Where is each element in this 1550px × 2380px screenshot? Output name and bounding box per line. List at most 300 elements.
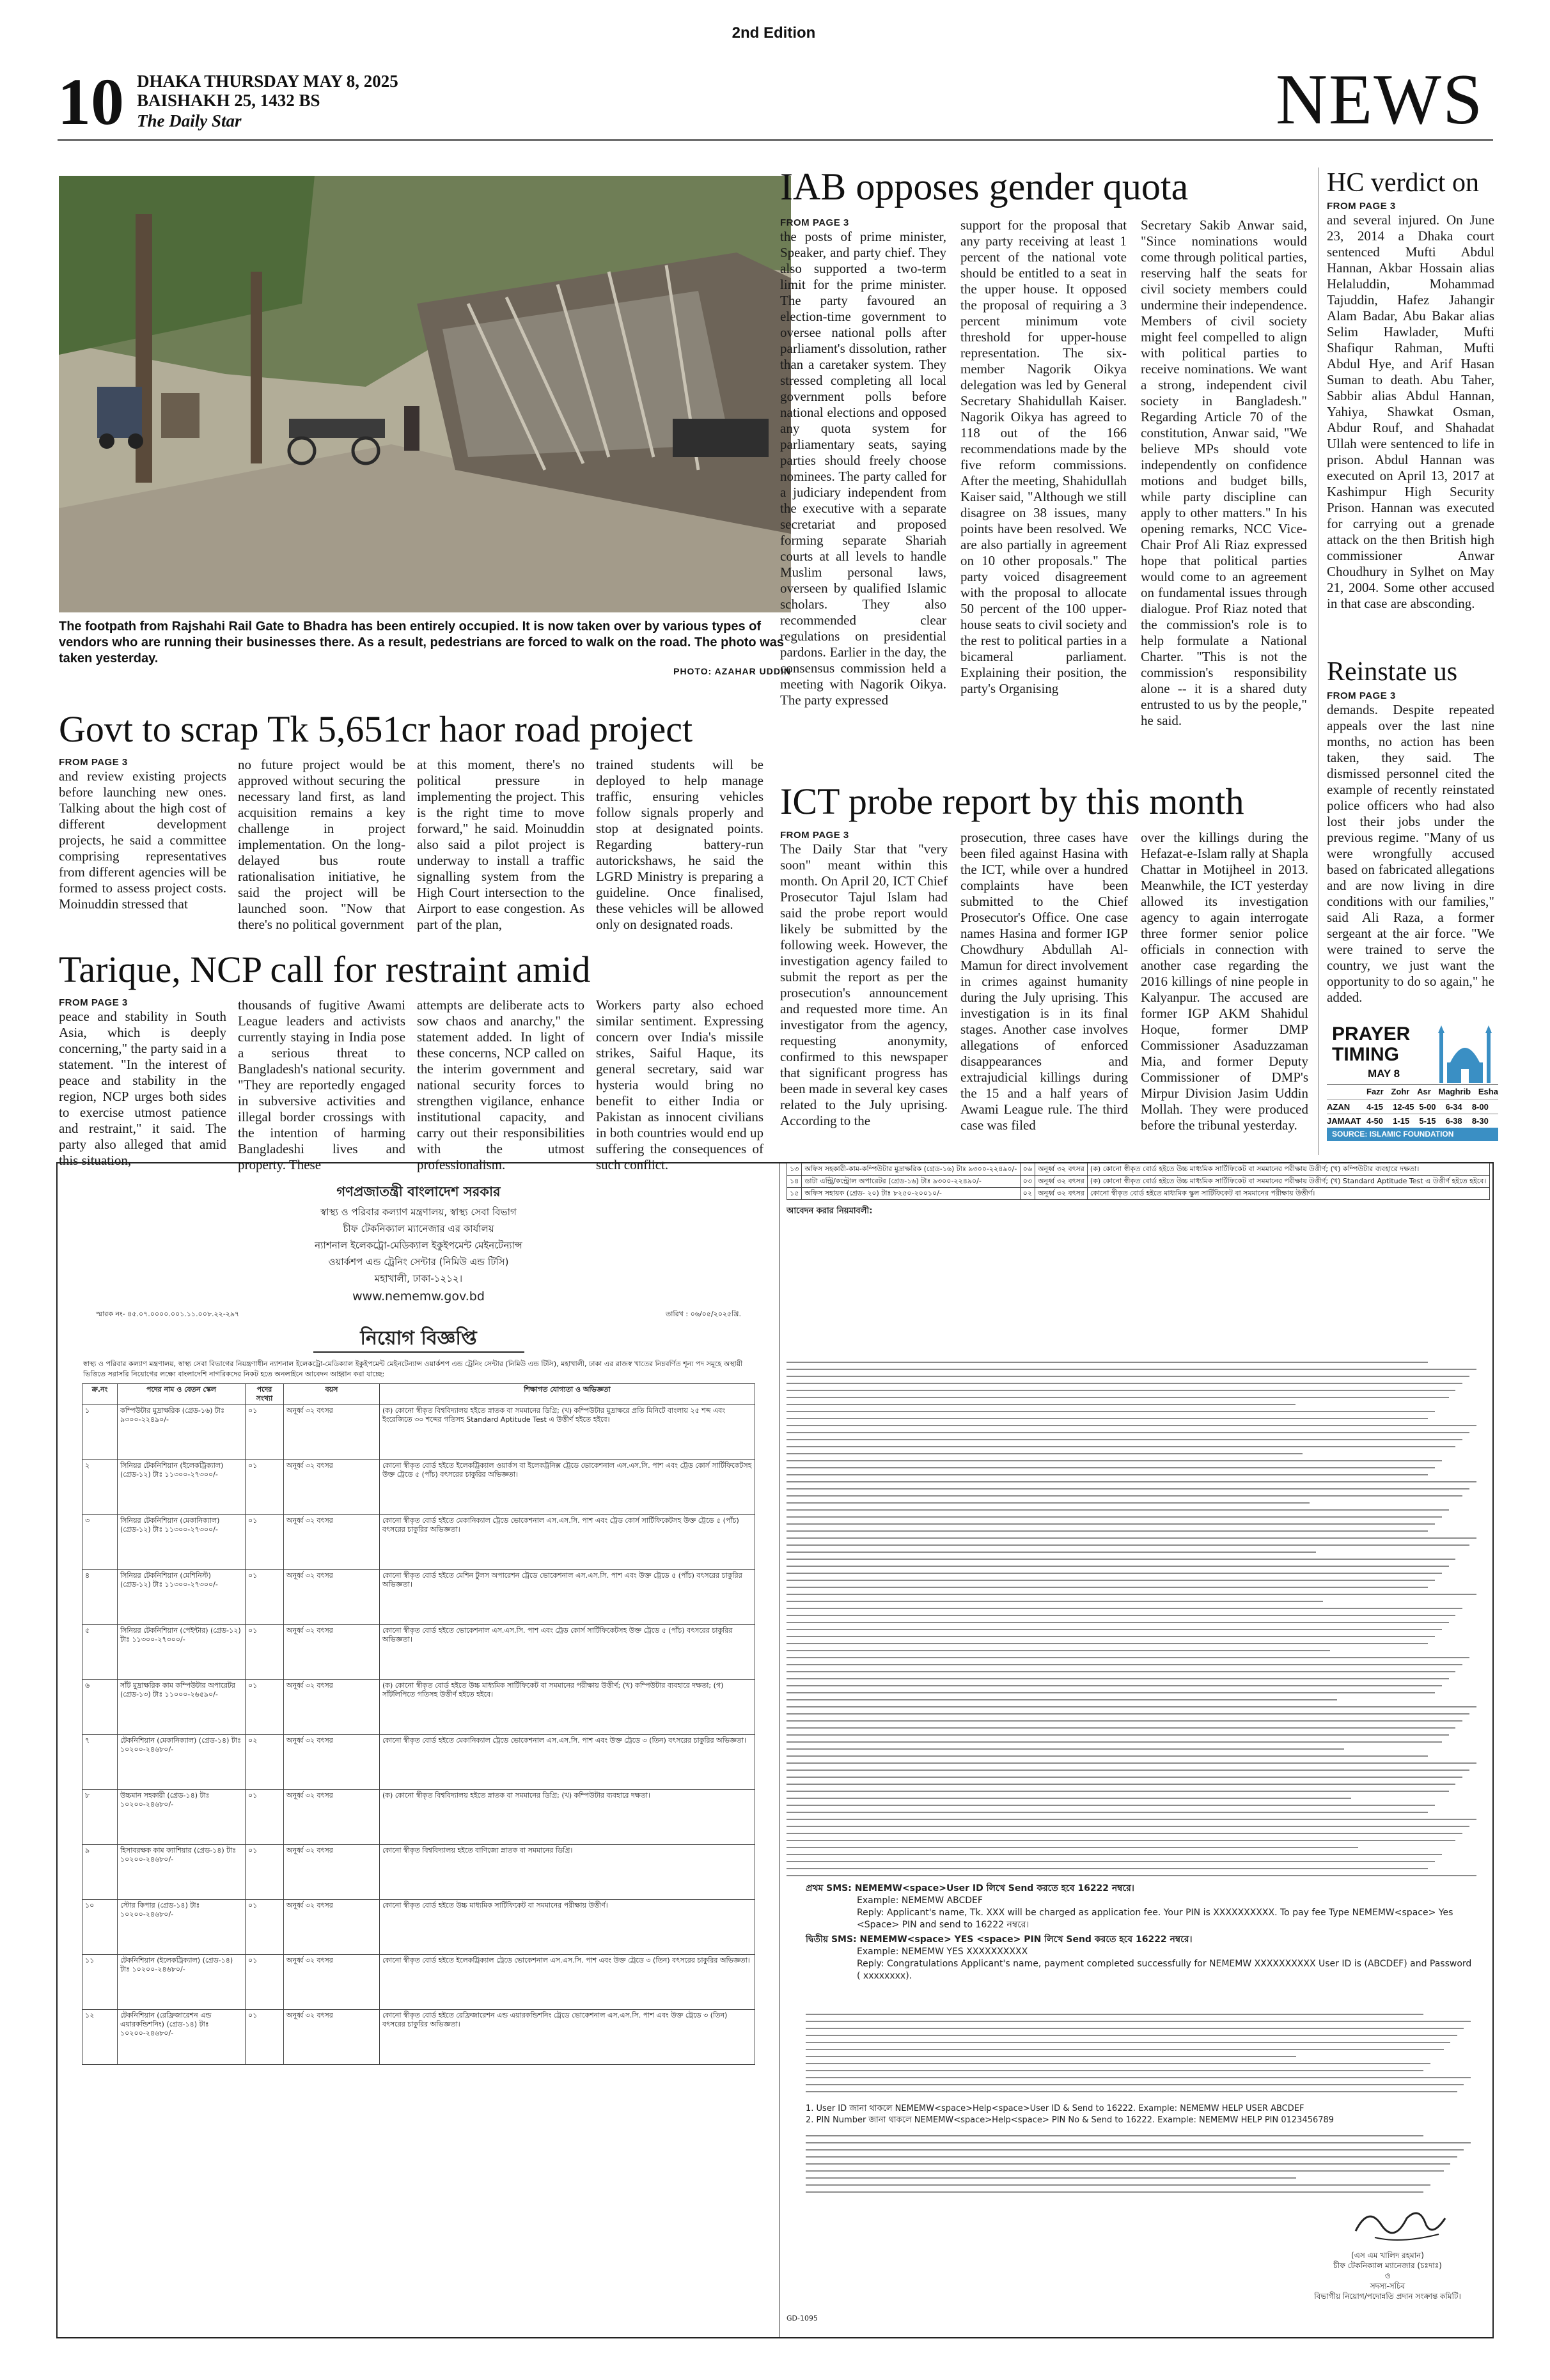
table-cell-qual: কোনো স্বীকৃত বোর্ড হইতে ভোকেশনাল এস.এস.সি. পাশ এবং ট্রেড কোর্স সার্টিফিকেটসহ উক্ত ট্রেডে ৫ (পাঁচ) বৎসরের চাকুরির অভিজ্ঞতা। xyxy=(380,1625,755,1680)
fine-print-line xyxy=(806,2014,1423,2015)
table-cell-age: অনূর্ধ্ব ৩২ বৎসর xyxy=(284,1790,380,1845)
prayer-time: 4-15 xyxy=(1366,1102,1384,1112)
fine-print-line xyxy=(787,1552,1316,1553)
fine-print-line xyxy=(787,1840,1455,1841)
ad-sms-instructions xyxy=(806,1883,1477,1982)
fine-print-line xyxy=(787,1791,1449,1792)
table-row xyxy=(82,2010,755,2065)
prayer-header-zohr: Zohr xyxy=(1391,1087,1410,1096)
table-cell-post: স্টোর কিপার (গ্রেড-১৪) টাঃ ১০২০০-২৪৬৮০/- xyxy=(118,1900,246,1955)
help-pin: 2. PIN Number জানা থাকলে NEMEMW<space>Help<space> PIN No & Send to 16222. Example: NEMEMW HELP PIN 0123456789 xyxy=(806,2115,1335,2125)
prayer-time: 5-00 xyxy=(1419,1102,1436,1112)
table-cell-qual: কোনো স্বীকৃত বোর্ড হইতে উচ্চ মাধ্যমিক সার্টিফিকেট বা সমমানের পরীক্ষায় উত্তীর্ণ। xyxy=(380,1900,755,1955)
table-cell-post: ডাটা এন্ট্রি/কন্ট্রোল অপারেটর (গ্রেড-১৬) টাঃ ৯৩০০-২২৪৯০/- xyxy=(802,1176,1020,1188)
haor-body-2: no future project would be approved without securing the necessary land first, as land acquisition remains a key challenge in project implementation. On the long-delayed bus route rationalisation initiative, he said the project will be launched soon. "Now that there's no political government xyxy=(238,757,405,932)
fine-print-line xyxy=(787,1755,1428,1757)
table-cell-age: অনূর্ধ্ব ৩২ বৎসর xyxy=(284,1955,380,2010)
fine-print-line xyxy=(787,1720,1462,1722)
table-cell-age: অনূর্ধ্ব ৩২ বৎসর xyxy=(284,1845,380,1900)
table-cell-no: ৩ xyxy=(82,1515,118,1570)
signature-title-2: ও xyxy=(1384,2271,1391,2280)
table-cell-no: ১০ xyxy=(82,1900,118,1955)
fine-print-line xyxy=(806,2063,1430,2064)
fine-print-line xyxy=(787,1404,1296,1405)
fine-print-line xyxy=(787,1509,1449,1511)
dateline: DHAKA THURSDAY MAY 8, 2025 xyxy=(137,72,398,91)
table-cell-no: ১২ xyxy=(82,2010,118,2065)
signature-name: (এস এম খালিদ রহমান) xyxy=(1351,2251,1424,2260)
signature-image xyxy=(1349,2199,1452,2250)
fine-print-line xyxy=(787,1664,1462,1665)
fine-print-line xyxy=(787,1523,1435,1525)
fine-print-line xyxy=(787,1467,1435,1468)
table-cell-qual: কোনো স্বীকৃত বোর্ড হইতে মাধ্যমিক স্কুল সার্টিফিকেট বা সমমানের পরীক্ষায় উত্তীর্ণ। xyxy=(1087,1188,1489,1200)
fine-print-line xyxy=(806,2149,1464,2151)
fine-print-line xyxy=(787,1769,1469,1771)
table-row xyxy=(82,1405,755,1460)
fine-print-line xyxy=(787,1474,1428,1475)
fine-print-line xyxy=(787,1875,1476,1876)
table-row xyxy=(82,1625,755,1680)
table-cell-count: ০১ xyxy=(246,1515,284,1570)
fine-print-line xyxy=(787,1826,1469,1827)
fine-print-line xyxy=(787,1868,1428,1869)
tarique-body-3: attempts are deliberate acts to sow chaos and anarchy," the statement added. In light of these concerns, NCP called on the interim government and national security forces to strengthen vigilance, enhance institutional capacity, and carry out their responsibilities with the utmost professionalism. xyxy=(417,997,584,1172)
tarique-col3 xyxy=(417,997,584,1172)
table-cell-age: অনূর্ধ্ব ৩২ বৎসর xyxy=(284,2010,380,2065)
table-cell-count: ০২ xyxy=(246,1735,284,1790)
reinstate-body: demands. Despite repeated appeals over the last nine months, no action has been taken, they said. The dismissed personnel cited the example of recently reinstated police officers who had also lost their jobs under the previous regime. "Many of us were wrongfully accused based on fabricated allegations and are now living in dire conditions with our families," said Ali Raza, a former sergeant at the air force. "We were trained to serve the country, we just want the opportunity to do so again," he added. xyxy=(1327,702,1494,1005)
section-title: NEWS xyxy=(1276,60,1484,139)
table-cell-post: অফিস সহকারী-কাম-কম্পিউটার মুদ্রাক্ষরিক (গ্রেড-১৬) টাঃ ৯৩০০-২২৪৯০/- xyxy=(802,1163,1020,1176)
table-cell-qual: কোনো স্বীকৃত বোর্ড হইতে ইলেকট্রিক্যাল ট্রেডে ভোকেশনাল এস.এস.সি. পাশ এবং উক্ত ট্রেডে ৩ (তিন) বৎসরের চাকুরির অভিজ্ঞতা। xyxy=(380,1955,755,2010)
fine-print-line xyxy=(787,1453,1303,1454)
fine-print-line xyxy=(787,1861,1435,1862)
table-cell-qual: (ক) কোনো স্বীকৃত বোর্ড হইতে উচ্চ মাধ্যমিক সার্টিফিকেট বা সমমানের পরীক্ষায় উত্তীর্ণ; (খ) Standard Aptitude Test এ উত্তীর্ণ হইতে হইবে। xyxy=(1087,1176,1489,1188)
tarique-col2 xyxy=(238,997,405,1172)
table-cell-no: ১ xyxy=(82,1405,118,1460)
fine-print-line xyxy=(787,1798,1351,1799)
haor-col4 xyxy=(596,757,763,936)
table-cell-qual: (ক) কোনো স্বীকৃত বিশ্ববিদ্যালয় হইতে স্নাতক বা সমমানের ডিগ্রি; (খ) কম্পিউটার মুদ্রাক্ষরে প্রতি মিনিটে বাংলায় ২৫ শব্দ এবং ইংরেজিতে ৩০ শব্দের গতিসহ Standard Aptitude Test এ উত্তীর্ণ হইতে হইবে। xyxy=(380,1405,755,1460)
ad-right-panel xyxy=(787,1163,1490,2337)
table-cell-age: অনূর্ধ্ব ৩২ বৎসর xyxy=(284,1515,380,1570)
table-row xyxy=(82,1790,755,1845)
fine-print-line xyxy=(787,1643,1428,1644)
prayer-row-label: JAMAAT xyxy=(1327,1116,1361,1126)
table-cell-post: উচ্চমান সহকারী (গ্রেড-১৪) টাঃ ১০২০০-২৪৬৮০/- xyxy=(118,1790,246,1845)
ad-government: গণপ্রজাতন্ত্রী বাংলাদেশ সরকার xyxy=(336,1184,501,1199)
prayer-title-1: PRAYER xyxy=(1332,1023,1411,1045)
hc-body: and several injured. On June 23, 2014 a Dhaka court sentenced Mufti Abdul Hannan, Akbar Hossain alias Helaluddin, Mohammad Tajuddin, Hafez Jahangir Alam Badar, Abu Bakar alias Selim Hawlader, Mufti Shafiqur Rahman, Mufti Abdul Hye, and Arif Hasan Suman to death. Abu Taher, Sabbir alias Abdul Hannan, Yahiya, Shawkat Osman, Abdur Rouf, and Shahadat Ullah were sentenced to life in prison. Abdul Hannan was executed on April 13, 2017 at Kashimpur High Security Prison. Hannan was executed for carrying out a grenade attack on the then British high commissioner Anwar Choudhury in Sylhet on May 21, 2004. Some other accused in that case are absconding. xyxy=(1327,212,1494,611)
table-cell-post: সিনিয়র টেকনিশিয়ান (মেকানিক্যাল) (গ্রেড-১২) টাঃ ১১৩০০-২৭৩০০/- xyxy=(118,1515,246,1570)
fine-print-line xyxy=(787,1847,1358,1848)
fine-print-line xyxy=(787,1762,1476,1764)
photo-credit: PHOTO: AZAHAR UDDIN xyxy=(673,666,791,676)
table-cell-count: ০২ xyxy=(1020,1188,1035,1200)
fine-print-line xyxy=(787,1573,1442,1574)
fine-print-line xyxy=(787,1734,1449,1736)
fine-print-line xyxy=(787,1390,1455,1391)
fine-print-line xyxy=(806,2077,1471,2078)
help-user-id: 1. User ID জানা থাকলে NEMEMW<space>Help<space>User ID & Send to 16222. Example: NEMEMW HELP USER ABCDEF xyxy=(806,2104,1304,2113)
table-cell-no: ১১ xyxy=(82,1955,118,2010)
ad-code: GD-1095 xyxy=(787,2314,818,2322)
prayer-row-label: AZAN xyxy=(1327,1102,1350,1112)
ad-date: তারিখ : ০৬/০৫/২০২৫খ্রি. xyxy=(666,1310,741,1318)
fine-print-line xyxy=(787,1439,1462,1440)
fine-print-line xyxy=(806,2142,1471,2143)
fine-print-line xyxy=(787,1713,1469,1715)
prayer-timing-box xyxy=(1327,1022,1498,1141)
ad-memo-number: স্মারক নং- ৪৫.০৭.০০০০.০০১.১১.০০৮.২২-২৯৭ xyxy=(96,1310,240,1318)
signature-title-4: বিভাগীয় নিয়োগ/পদোন্নতি প্রদান সংক্রান্ত কমিটি। xyxy=(1314,2292,1461,2301)
fine-print-line xyxy=(787,1432,1469,1433)
haor-body-1: and review existing projects before launching new ones. Talking about the high cost of different development projects, he said a committee comprising representatives from different agencies will be formed to assess project costs. Moinuddin stressed that xyxy=(59,768,226,912)
tarique-body-1: peace and stability in South Asia, which is deeply concerning," the party said in a statement. "In the interest of peace and stability in the region, NCP urges both sides to exercise utmost patience and restraint," it said. The party also alleged that amid this situation, xyxy=(59,1009,226,1168)
table-cell-post: অফিস সহায়ক (গ্রেড- ২০) টাঃ ৮২৫০-২০০১০/- xyxy=(802,1188,1020,1200)
fine-print-line xyxy=(787,1594,1476,1595)
sms2-reply: Reply: Congratulations Applicant's name, payment completed successfully for NEMEMW XXXXXXXXXX User ID is (ABCDEF) and Password ( xxxxxxxx). xyxy=(857,1959,1472,1981)
fine-print-line xyxy=(806,2191,1423,2193)
fine-print-line xyxy=(787,1481,1476,1482)
fine-print-line xyxy=(787,1446,1455,1447)
fine-print-line xyxy=(806,2135,1423,2136)
sms-example: Example: NEMEMW ABCDEF xyxy=(857,1895,983,1906)
tarique-body-4: Workers party also echoed similar sentiment. Expressing concern over India's missile strikes, Saiful Haque, its general secretary, said war hysteria would bring no benefit to either India or Pakistan as innocent civilians in both countries would end up suffering the consequences of such conflict. xyxy=(596,997,763,1172)
fine-print-line xyxy=(787,1587,1428,1588)
news-photo xyxy=(59,176,791,612)
fine-print-line xyxy=(806,2070,1423,2071)
haor-from-page: FROM PAGE 3 xyxy=(59,757,128,768)
prayer-title-2: TIMING xyxy=(1332,1044,1399,1065)
iab-from-page: FROM PAGE 3 xyxy=(780,217,849,228)
fine-print-line xyxy=(787,1671,1455,1672)
headline-haor: Govt to scrap Tk 5,651cr haor road project xyxy=(59,708,693,750)
iab-col3 xyxy=(1141,217,1307,793)
table-cell-post: সাঁট মুদ্রাক্ষরিক কাম কম্পিউটার অপারেটর (গ্রেড-১৩) টাঃ ১১০০০-২৬৫৯০/- xyxy=(118,1680,246,1735)
table-cell-age: অনূর্ধ্ব ৩২ বৎসর xyxy=(1035,1188,1088,1200)
fine-print-line xyxy=(787,1777,1462,1778)
fine-print-line xyxy=(806,2084,1464,2085)
fine-print-line xyxy=(787,1784,1455,1785)
table-cell-no: ১৩ xyxy=(787,1163,802,1176)
prayer-time: 12-45 xyxy=(1393,1102,1414,1112)
fine-print-line xyxy=(787,1699,1337,1700)
table-cell-count: ০১ xyxy=(246,1405,284,1460)
prayer-row-azan xyxy=(1327,1100,1498,1112)
table-cell-post: সিনিয়র টেকনিশিয়ান (মেশিনিস্ট) (গ্রেড-১২) টাঃ ১১৩০০-২৭৩০০/- xyxy=(118,1570,246,1625)
headline-tarique: Tarique, NCP call for restraint amid xyxy=(59,949,591,990)
fine-print-line xyxy=(787,1383,1462,1384)
table-row xyxy=(82,1900,755,1955)
fine-print-line xyxy=(787,1397,1449,1398)
table-cell-no: ৮ xyxy=(82,1790,118,1845)
fine-print-line xyxy=(787,1369,1476,1370)
ad-website[interactable]: www.nememw.gov.bd xyxy=(352,1289,485,1303)
prayer-time: 8-30 xyxy=(1471,1116,1489,1126)
table-cell-post: টেকনিশিয়ান (ইলেকট্রিক্যাল) (গ্রেড-১৪) টাঃ ১০২০০-২৪৬৮০/- xyxy=(118,1955,246,2010)
haor-col2 xyxy=(238,757,405,936)
ad-conditions-title: আবেদন করার নিয়মাবলী: xyxy=(787,1206,873,1216)
haor-body-3: at this moment, there's no political pressure in implementing the project. This is the right time to move forward," he said. Moinuddin also said a pilot project is underway to install a traffic signalling system from the High Court intersection to the Airport to ease congestion. As part of the plan, xyxy=(417,757,584,932)
table-cell-qual: (ক) কোনো স্বীকৃত বিশ্ববিদ্যালয় হইতে স্নাতক বা সমমানের ডিগ্রি; (খ) কম্পিউটার ব্যবহারে দক্ষতা। xyxy=(380,1790,755,1845)
ad-posts-table-wrap xyxy=(58,1383,779,2065)
table-cell-no: ২ xyxy=(82,1460,118,1515)
table-cell-age: অনূর্ধ্ব ৩২ বৎসর xyxy=(284,1735,380,1790)
fine-print-line xyxy=(806,2035,1457,2036)
table-cell-post: টেকনিশিয়ান (রেফ্রিজারেশন এন্ড এয়ারকন্ডিশনিং) (গ্রেড-১৪) টাঃ ১০২০০-২৪৬৮০/- xyxy=(118,2010,246,2065)
iab-col1 xyxy=(780,217,946,793)
fine-print-line xyxy=(787,1622,1449,1623)
fine-print-line xyxy=(787,1706,1476,1707)
ad-office: চীফ টেকনিক্যাল ম্যানেজার এর কার্যালয় xyxy=(343,1223,494,1234)
table-cell-age: অনূর্ধ্ব ৩২ বৎসর xyxy=(1035,1163,1088,1176)
headline-reinstate: Reinstate us xyxy=(1327,657,1458,687)
table-row xyxy=(82,1460,755,1515)
fine-print-line xyxy=(787,1805,1435,1806)
sms2-example: Example: NEMEMW YES XXXXXXXXXX xyxy=(857,1947,1028,1957)
table-row xyxy=(82,1515,755,1570)
table-cell-age: অনূর্ধ্ব ৩২ বৎসর xyxy=(1035,1176,1088,1188)
fine-print-line xyxy=(787,1460,1442,1461)
fine-print-line xyxy=(787,1411,1435,1412)
ad-address: মহাখালী, ঢাকা-১২১২। xyxy=(374,1273,463,1284)
prayer-time: 8-00 xyxy=(1471,1102,1489,1112)
ict-col2 xyxy=(960,830,1128,1149)
table-cell-age: অনূর্ধ্ব ৩২ বৎসর xyxy=(284,1625,380,1680)
table-cell-age: অনূর্ধ্ব ৩২ বৎসর xyxy=(284,1460,380,1515)
prayer-time: 6-34 xyxy=(1445,1102,1462,1112)
table-cell-qual: কোনো স্বীকৃত বোর্ড হইতে মেকানিক্যাল ট্রেডে ভোকেশনাল এস.এস.সি. পাশ এবং উক্ত ট্রেডে ৩ (তিন) বৎসরের চাকুরির অভিজ্ঞতা। xyxy=(380,1735,755,1790)
table-row xyxy=(787,1163,1490,1176)
iab-body-1: the posts of prime minister, Speaker, and party chief. They also supported a two-term limit for the prime minister. The party favoured an election-time government to oversee national polls after parliament's dissolution, rather than a caretaker system. They stressed completing all local government polls before national elections and opposed any quota system for parliamentary seats, saying parties should freely choose nominees. The party called for a judiciary independent from the executive with a separate secretariat and proposed forming separate Shariah courts at all levels to handle Muslim personal laws, overseen by qualified Islamic scholars. They also recommended clear regulations on presidential pardons. Earlier in the day, the consensus commission held a meeting with Nagorik Oikya. The party expressed xyxy=(780,229,946,708)
fine-print-line xyxy=(787,1488,1469,1489)
photo-caption: The footpath from Rajshahi Rail Gate to Bhadra has been entirely occupied. It is now taken over by various types of vendors who are running their businesses there. As a result, pedestrians are forced to walk on the road. The photo was taken yesterday. xyxy=(59,619,784,665)
fine-print-line xyxy=(787,1418,1428,1419)
tarique-from-page: FROM PAGE 3 xyxy=(59,997,128,1008)
table-cell-qual: কোনো স্বীকৃত বোর্ড হইতে মেশিন টুলস অপারেশন ট্রেডে ভোকেশনাল এস.এস.সি. পাশ এবং উক্ত ট্রেডে ৫ (পাঁচ) বৎসরের চাকুরির অভিজ্ঞতা। xyxy=(380,1570,755,1625)
fine-print-line xyxy=(787,1636,1435,1637)
fine-print-line xyxy=(787,1615,1455,1616)
signature-title-3: সদস্য-সচিব xyxy=(1370,2282,1405,2291)
prayer-header-fazr: Fazr xyxy=(1366,1087,1384,1096)
prayer-source: SOURCE: ISLAMIC FOUNDATION xyxy=(1327,1128,1498,1141)
table-cell-post: হিসাবরক্ষক কাম ক্যাশিয়ার (গ্রেড-১৪) টাঃ ১০২০০-২৪৬৮০/- xyxy=(118,1845,246,1900)
fine-print-line xyxy=(787,1544,1469,1546)
fine-print-line xyxy=(806,2021,1471,2022)
table-header: ক্র.নং xyxy=(82,1384,118,1405)
mosque-icon xyxy=(1436,1025,1494,1083)
haor-col3 xyxy=(417,757,584,936)
fine-print-line xyxy=(787,1516,1442,1518)
headline-iab: IAB opposes gender quota xyxy=(780,166,1189,208)
ad-help xyxy=(806,2103,1477,2126)
fine-print-line xyxy=(787,1608,1462,1609)
ict-body-2: prosecution, three cases have been filed against Hasina with the ICT, while over a hundred complaints have been submitted to the Chief Prosecutor's Office. One case names Hasina and former IGP Chowdhury Abdullah Al-Mamun for direct involvement in crimes against humanity during the July uprising. This investigation is in its final stages. Another case involves allegations of enforced disappearances and extrajudicial killings during the 15 and a half years of Awami League rule. The third case was filed xyxy=(960,830,1128,1133)
table-cell-count: ০১ xyxy=(246,1845,284,1900)
table-row xyxy=(82,1570,755,1625)
paper-logo: The Daily Star xyxy=(137,111,242,130)
ad-left-panel xyxy=(58,1163,780,2337)
prayer-header-maghrib: Maghrib xyxy=(1438,1087,1471,1096)
table-cell-age: অনূর্ধ্ব ৩২ বৎসর xyxy=(284,1680,380,1735)
fine-print-line xyxy=(787,1727,1455,1729)
ict-from-page: FROM PAGE 3 xyxy=(780,830,849,841)
table-cell-qual: কোনো স্বীকৃত বোর্ড হইতে ইলেকট্রিক্যাল ওয়ার্কস বা ইলেকট্রনিক্স ট্রেডে ভোকেশনাল এস.এস.সি. পাশ এবং ট্রেড কোর্স সার্টিফিকেটসহ উক্ত ট্রেডে ৫ (পাঁচ) বৎসরের চাকুরির অভিজ্ঞতা। xyxy=(380,1460,755,1515)
ad-org-line-1: ন্যাশনাল ইলেকট্রো-মেডিক্যাল ইকুইপমেন্ট মেইনটেন্যান্স xyxy=(315,1240,522,1251)
fine-print-line xyxy=(787,1678,1449,1679)
fine-print-line xyxy=(787,1812,1428,1813)
fine-print-line xyxy=(787,1537,1476,1539)
fine-print-line xyxy=(787,1580,1435,1581)
fine-print-line xyxy=(787,1495,1462,1497)
fine-print-line xyxy=(806,2177,1296,2179)
table-cell-qual: কোনো স্বীকৃত বোর্ড হইতে রেফ্রিজারেশন এন্ড এয়ারকন্ডিশনিং ট্রেডে ভোকেশনাল এস.এস.সি. পাশ এবং উক্ত ট্রেডে ৩ (তিন) বৎসরের চাকুরির অভিজ্ঞতা। xyxy=(380,2010,755,2065)
table-cell-no: ৬ xyxy=(82,1680,118,1735)
hc-from-page: FROM PAGE 3 xyxy=(1327,201,1396,212)
haor-body-4: trained students will be deployed to help manage traffic, ensuring vehicles follow signals properly and stop at designated points. Regarding battery-run autorickshaws, he said the LGRD Ministry is preparing a guideline. Once finalised, these vehicles will be allowed only on designated roads. xyxy=(596,757,763,932)
fine-print-line xyxy=(787,1502,1310,1504)
fine-print-line xyxy=(806,2184,1430,2186)
fine-print-line xyxy=(787,1376,1469,1377)
ict-body-3: over the killings during the Hefazat-e-Islam rally at Shapla Chattar in Motijheel in 2013. Meanwhile, the ICT yesterday allowed its investigation agency to again interrogate three former senior police officials in connection with another case regarding the 2016 killings of nine people in Kalyanpur. The accused are former IGP AKM Shahidul Hoque, former DMP Commissioner Asaduzzaman Mia, and former Deputy Commissioner of DMP's Mirpur Division Jasim Uddin Mollah. They were produced before the tribunal yesterday. xyxy=(1141,830,1308,1133)
fine-print-line xyxy=(806,2170,1444,2172)
sms-reply: Reply: Applicant's name, Tk. XXX will be charged as application fee. Your PIN is XXXXXXXXXX. To pay fee Type NEMEMW<space> Yes <Space> PIN and send to 16222 নম্বরে। xyxy=(857,1908,1453,1930)
fine-print-line xyxy=(787,1601,1323,1602)
prayer-time: 1-15 xyxy=(1393,1116,1410,1126)
table-cell-post: টেকনিশিয়ান (মেকানিক্যাল) (গ্রেড-১৪) টাঃ ১০২০০-২৪৬৮০/- xyxy=(118,1735,246,1790)
photo-illustration xyxy=(59,176,791,612)
fine-print-line xyxy=(787,1657,1469,1658)
fine-print-line xyxy=(806,2091,1457,2092)
table-row xyxy=(787,1188,1490,1200)
ad-more-text xyxy=(806,2014,1477,2097)
prayer-row-jamaat xyxy=(1327,1114,1498,1126)
table-cell-qual: কোনো স্বীকৃত বিশ্ববিদ্যালয় হইতে বাণিজ্যে স্নাতক বা সমমানের ডিগ্রি। xyxy=(380,1845,755,1900)
table-cell-count: ০১ xyxy=(246,1900,284,1955)
table-cell-count: ০৬ xyxy=(1020,1163,1035,1176)
fine-print-line xyxy=(787,1854,1442,1855)
table-cell-qual: কোনো স্বীকৃত বোর্ড হইতে মেকানিক্যাল ট্রেডে ভোকেশনাল এস.এস.সি. পাশ এবং ট্রেড কোর্স সার্টিফিকেটসহ উক্ত ট্রেডে ৫ (পাঁচ) বৎসরের চাকুরির অভিজ্ঞতা। xyxy=(380,1515,755,1570)
fine-print-line xyxy=(787,1559,1455,1560)
table-cell-no: ৯ xyxy=(82,1845,118,1900)
hc-column xyxy=(1327,201,1494,648)
fine-print-line xyxy=(787,1530,1428,1532)
sms-second: দ্বিতীয় SMS: NEMEMW<space> YES <space> PIN লিখে Send করতে হবে 16222 নম্বরে। xyxy=(806,1934,1193,1945)
fine-print-line xyxy=(787,1692,1435,1693)
table-cell-count: ০৩ xyxy=(1020,1176,1035,1188)
table-header: পদের সংখ্যা xyxy=(246,1384,284,1405)
table-cell-count: ০১ xyxy=(246,2010,284,2065)
edition-label: 2nd Edition xyxy=(732,24,816,42)
table-row xyxy=(82,1680,755,1735)
prayer-header-asr: Asr xyxy=(1417,1087,1431,1096)
bangla-date: BAISHAKH 25, 1432 BS xyxy=(137,91,320,110)
ict-body-1: The Daily Star that "very soon" meant within this month. On April 20, ICT Chief Prosecutor Tajul Islam had said the probe report would likely be submitted by the following week. However, the investigation agency failed to submit the report as per the prosecution's announcement and requested more time. An investigator from the agency, requesting anonymity, confirmed to this newspaper that significant progress has been made in several key cases related to the July uprising. According to the xyxy=(780,841,948,1128)
iab-body-2: support for the proposal that any party receiving at least 1 percent of the national vote should be entitled to a seat in the upper house. It opposed the proposal of requiring a 3 percent minimum vote threshold for upper-house representation. The six-member Nagorik Oikya delegation was led by General Secretary Shahidullah Kaiser. Nagorik Oikya has agreed to 118 out of the 166 recommendations made by the five reform commissions. After the meeting, Shahidullah Kaiser said, "Although we still disagree on 38 issues, many points have been resolved. We are also partially in agreement on 10 other proposals." The party voiced disagreement with the proposal to allocate 50 percent of the 100 upper-house seats to civil society and the rest to political parties in a bicameral parliament. Explaining their position, the party's Organising xyxy=(960,217,1127,696)
tarique-col1 xyxy=(59,997,226,1168)
ad-conditions-text xyxy=(787,1362,1483,1879)
signature-title: চীফ টেকনিক্যাল ম্যানেজার (চঃদাঃ) xyxy=(1333,2261,1442,2270)
table-cell-age: অনূর্ধ্ব ৩২ বৎসর xyxy=(284,1900,380,1955)
fine-print-line xyxy=(806,2049,1444,2050)
tarique-body-2: thousands of fugitive Awami League leaders and activists currently staying in India pose a serious threat to Bangladesh's national security. "They are reportedly engaged in subversive activities and illegal border crossings with the intention of harming Bangladeshi lives and property. These xyxy=(238,997,405,1172)
table-cell-count: ০১ xyxy=(246,1625,284,1680)
iab-body-3: Secretary Sakib Anwar said, "Since nominations would come through political parties, reserving half the seats for civil society members could undermine their independence. Members of civil society might feel compelled to align with political parties to receive nominations. We want a strong, independent civil society in Bangladesh." Regarding Article 70 of the constitution, Anwar said, "We believe MPs should vote independently on confidence motions and budget bills, while party discipline can apply to other matters." In his opening remarks, NCC Vice-Chair Prof Ali Riaz expressed hope that political parties would come to an agreement on fundamental issues through dialogue. Prof Riaz noted that the commission's role is to help formulate a National Charter. "This is not the commission's responsibility alone -- it is a shared duty entrusted to us by the people," he said. xyxy=(1141,217,1307,728)
fine-print-line xyxy=(787,1685,1442,1686)
prayer-time: 6-38 xyxy=(1445,1116,1462,1126)
haor-col1 xyxy=(59,757,226,936)
reinstate-column xyxy=(1327,690,1494,1016)
table-cell-post: কম্পিউটার মুদ্রাক্ষরিক (গ্রেড-১৬) টাঃ ৯৩০০-২২৪৯০/- xyxy=(118,1405,246,1460)
reinstate-from-page: FROM PAGE 3 xyxy=(1327,690,1396,701)
ad-org-line-2: ওয়ার্কশপ এন্ড ট্রেনিং সেন্টার (নিমিউ এন্ড টিসি) xyxy=(328,1256,509,1268)
fine-print-line xyxy=(806,2056,1296,2057)
headline-hc-verdict: HC verdict on xyxy=(1327,168,1479,198)
table-cell-no: ১৫ xyxy=(787,1188,802,1200)
table-cell-count: ০১ xyxy=(246,1955,284,2010)
headline-ict: ICT probe report by this month xyxy=(780,781,1244,822)
ad-ministry: স্বাস্থ্য ও পরিবার কল্যাণ মন্ত্রণালয়, স্বাস্থ্য সেবা বিভাগ xyxy=(320,1206,517,1218)
fine-print-line xyxy=(787,1833,1462,1834)
table-cell-count: ০১ xyxy=(246,1460,284,1515)
table-cell-age: অনূর্ধ্ব ৩২ বৎসর xyxy=(284,1570,380,1625)
ad-posts-table xyxy=(82,1383,755,2065)
fine-print-line xyxy=(806,2042,1450,2043)
table-header: শিক্ষাগত যোগ্যতা ও অভিজ্ঞতা xyxy=(380,1384,755,1405)
fine-print-line xyxy=(806,2156,1457,2158)
fine-print-line xyxy=(787,1362,1428,1363)
table-cell-qual: (ক) কোনো স্বীকৃত বোর্ড হইতে উচ্চ মাধ্যমিক সার্টিফিকেট বা সমমানের পরীক্ষায় উত্তীর্ণ; (খ) কম্পিউটার ব্যবহারে দক্ষতা; (গ) সাঁটলিপিতে গতিসহ উত্তীর্ণ হইতে হইবে। xyxy=(380,1680,755,1735)
prayer-time: 4-50 xyxy=(1366,1116,1384,1126)
ad-signature-block xyxy=(1285,2250,1490,2301)
table-cell-no: ৪ xyxy=(82,1570,118,1625)
sms-first: প্রথম SMS: NEMEMW<space>User ID লিখে Send করতে হবে 16222 নম্বরে। xyxy=(806,1883,1134,1894)
table-cell-count: ০১ xyxy=(246,1570,284,1625)
prayer-time: 5-15 xyxy=(1419,1116,1436,1126)
prayer-header-esha: Esha xyxy=(1478,1087,1498,1096)
table-cell-qual: (ক) কোনো স্বীকৃত বোর্ড হইতে উচ্চ মাধ্যমিক সার্টিফিকেট বা সমমানের পরীক্ষায় উত্তীর্ণ; (খ) কম্পিউটার ব্যবহারে দক্ষতা। xyxy=(1087,1163,1489,1176)
fine-print-line xyxy=(787,1629,1442,1630)
table-row xyxy=(82,1845,755,1900)
table-row xyxy=(82,1735,755,1790)
table-cell-age: অনূর্ধ্ব ৩২ বৎসর xyxy=(284,1405,380,1460)
table-cell-count: ০১ xyxy=(246,1680,284,1735)
table-cell-no: ৫ xyxy=(82,1625,118,1680)
table-header: বয়স xyxy=(284,1384,380,1405)
job-advertisement xyxy=(56,1162,1494,2338)
fine-print-line xyxy=(787,1748,1344,1750)
fine-print-line xyxy=(787,1650,1330,1651)
prayer-headers xyxy=(1366,1087,1498,1096)
ad-posts-table-continued xyxy=(787,1163,1490,1200)
table-cell-no: ১৪ xyxy=(787,1176,802,1188)
table-cell-post: সিনিয়র টেকনিশিয়ান (পেইন্টার) (গ্রেড-১২) টাঃ ১১৩০০-২৭৩০০/- xyxy=(118,1625,246,1680)
ict-col1 xyxy=(780,830,948,1149)
table-cell-post: সিনিয়র টেকনিশিয়ান (ইলেকট্রিক্যাল) (গ্রেড-১২) টাঃ ১১৩০০-২৭৩০০/- xyxy=(118,1460,246,1515)
tarique-col4 xyxy=(596,997,763,1172)
ict-col3 xyxy=(1141,830,1308,1149)
table-row xyxy=(787,1176,1490,1188)
fine-print-line xyxy=(787,1819,1476,1820)
table-cell-no: ৭ xyxy=(82,1735,118,1790)
iab-col2 xyxy=(960,217,1127,793)
table-cell-count: ০১ xyxy=(246,1790,284,1845)
prayer-date: MAY 8 xyxy=(1368,1068,1400,1080)
fine-print-line xyxy=(806,2163,1450,2165)
ad-intro: স্বাস্থ্য ও পরিবার কল্যাণ মন্ত্রণালয়, স্বাস্থ্য সেবা বিভাগের নিয়ন্ত্রণাধীন ন্যাশনাল ইলেকট্রো-মেডিক্যাল ইকুইপমেন্ট মেইনটেন্যান্স ওয়ার্কশপ এন্ড ট্রেনিং সেন্টার (নিমিউ এন্ড টিসি), মহাখালী, ঢাকা এর রাজস্ব খাতের নিম্নবর্ণিত শূন্য পদ সমূহে অস্থায়ী ভিত্তিতে সরাসরি নিয়োগের লক্ষ্যে বাংলাদেশি নাগরিকদের নিকট হতে অনলাইনে আবেদন আহ্বান করা যাচ্ছে: xyxy=(83,1360,743,1378)
